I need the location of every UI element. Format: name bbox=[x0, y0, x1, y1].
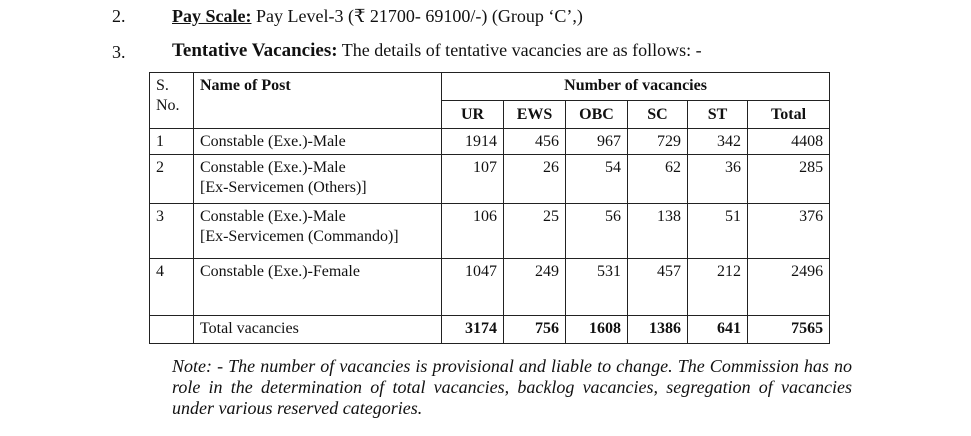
post-line: Constable (Exe.)-Male bbox=[200, 159, 346, 176]
cell-sc: 729 bbox=[628, 129, 688, 155]
cell-ur: 107 bbox=[442, 155, 504, 204]
item-number-2: 2. bbox=[112, 6, 126, 26]
cell-sc: 457 bbox=[628, 259, 688, 316]
cell-ur: 1914 bbox=[442, 129, 504, 155]
total-sc: 1386 bbox=[628, 316, 688, 344]
cell-ews: 26 bbox=[504, 155, 566, 204]
cell-st: 51 bbox=[688, 204, 748, 259]
cell-sc: 62 bbox=[628, 155, 688, 204]
header-obc: OBC bbox=[566, 101, 628, 129]
header-number-of-vacancies: Number of vacancies bbox=[442, 73, 830, 101]
post-line: Constable (Exe.)-Male bbox=[200, 133, 346, 150]
cell-obc: 56 bbox=[566, 204, 628, 259]
post-line: [Ex-Servicemen (Others)] bbox=[200, 179, 367, 196]
table-row bbox=[150, 155, 830, 204]
post-line: Constable (Exe.)-Female bbox=[200, 263, 360, 280]
total-sno-cell bbox=[150, 316, 194, 344]
row-post bbox=[194, 155, 442, 204]
cell-total: 4408 bbox=[748, 129, 830, 155]
row-post bbox=[194, 129, 442, 155]
row-sno: 4 bbox=[150, 259, 194, 316]
vacancy-note: Note: - The number of vacancies is provisional and liable to change. The Commission has no role in the determination of total vacancies, backlog vacancies, segregation of vacancies under various reserved categories. bbox=[172, 356, 852, 418]
cell-sc: 138 bbox=[628, 204, 688, 259]
vacancy-table bbox=[149, 72, 830, 344]
header-sno: S. No. bbox=[150, 73, 194, 129]
vacancies-text: The details of tentative vacancies are as follows: - bbox=[337, 40, 702, 60]
cell-total: 2496 bbox=[748, 259, 830, 316]
cell-ews: 249 bbox=[504, 259, 566, 316]
header-ews: EWS bbox=[504, 101, 566, 129]
vacancies-heading: Tentative Vacancies: bbox=[172, 40, 338, 61]
total-total: 7565 bbox=[748, 316, 830, 344]
row-post bbox=[194, 259, 442, 316]
cell-obc: 54 bbox=[566, 155, 628, 204]
total-obc: 1608 bbox=[566, 316, 628, 344]
cell-ur: 106 bbox=[442, 204, 504, 259]
header-total: Total bbox=[748, 101, 830, 129]
row-post bbox=[194, 204, 442, 259]
cell-total: 285 bbox=[748, 155, 830, 204]
row-sno: 2 bbox=[150, 155, 194, 204]
vacancies-line bbox=[172, 40, 702, 62]
total-ews: 756 bbox=[504, 316, 566, 344]
cell-total: 376 bbox=[748, 204, 830, 259]
cell-st: 212 bbox=[688, 259, 748, 316]
table-row bbox=[150, 204, 830, 259]
post-line: [Ex-Servicemen (Commando)] bbox=[200, 228, 399, 245]
pay-scale-heading: Pay Scale: bbox=[172, 6, 252, 26]
pay-scale-line bbox=[172, 6, 583, 27]
item-number-3: 3. bbox=[112, 42, 126, 62]
cell-obc: 967 bbox=[566, 129, 628, 155]
cell-ews: 25 bbox=[504, 204, 566, 259]
row-sno: 3 bbox=[150, 204, 194, 259]
total-ur: 3174 bbox=[442, 316, 504, 344]
cell-ur: 1047 bbox=[442, 259, 504, 316]
post-line: Constable (Exe.)-Male bbox=[200, 208, 346, 225]
header-sc: SC bbox=[628, 101, 688, 129]
table-row bbox=[150, 259, 830, 316]
header-post: Name of Post bbox=[194, 73, 442, 129]
header-ur: UR bbox=[442, 101, 504, 129]
total-row bbox=[150, 316, 830, 344]
pay-scale-text: Pay Level-3 (₹ 21700- 69100/-) (Group ‘C’,) bbox=[251, 6, 583, 26]
header-st: ST bbox=[688, 101, 748, 129]
cell-st: 342 bbox=[688, 129, 748, 155]
row-sno: 1 bbox=[150, 129, 194, 155]
total-st: 641 bbox=[688, 316, 748, 344]
table-row bbox=[150, 129, 830, 155]
total-label: Total vacancies bbox=[194, 316, 442, 344]
cell-ews: 456 bbox=[504, 129, 566, 155]
cell-st: 36 bbox=[688, 155, 748, 204]
cell-obc: 531 bbox=[566, 259, 628, 316]
